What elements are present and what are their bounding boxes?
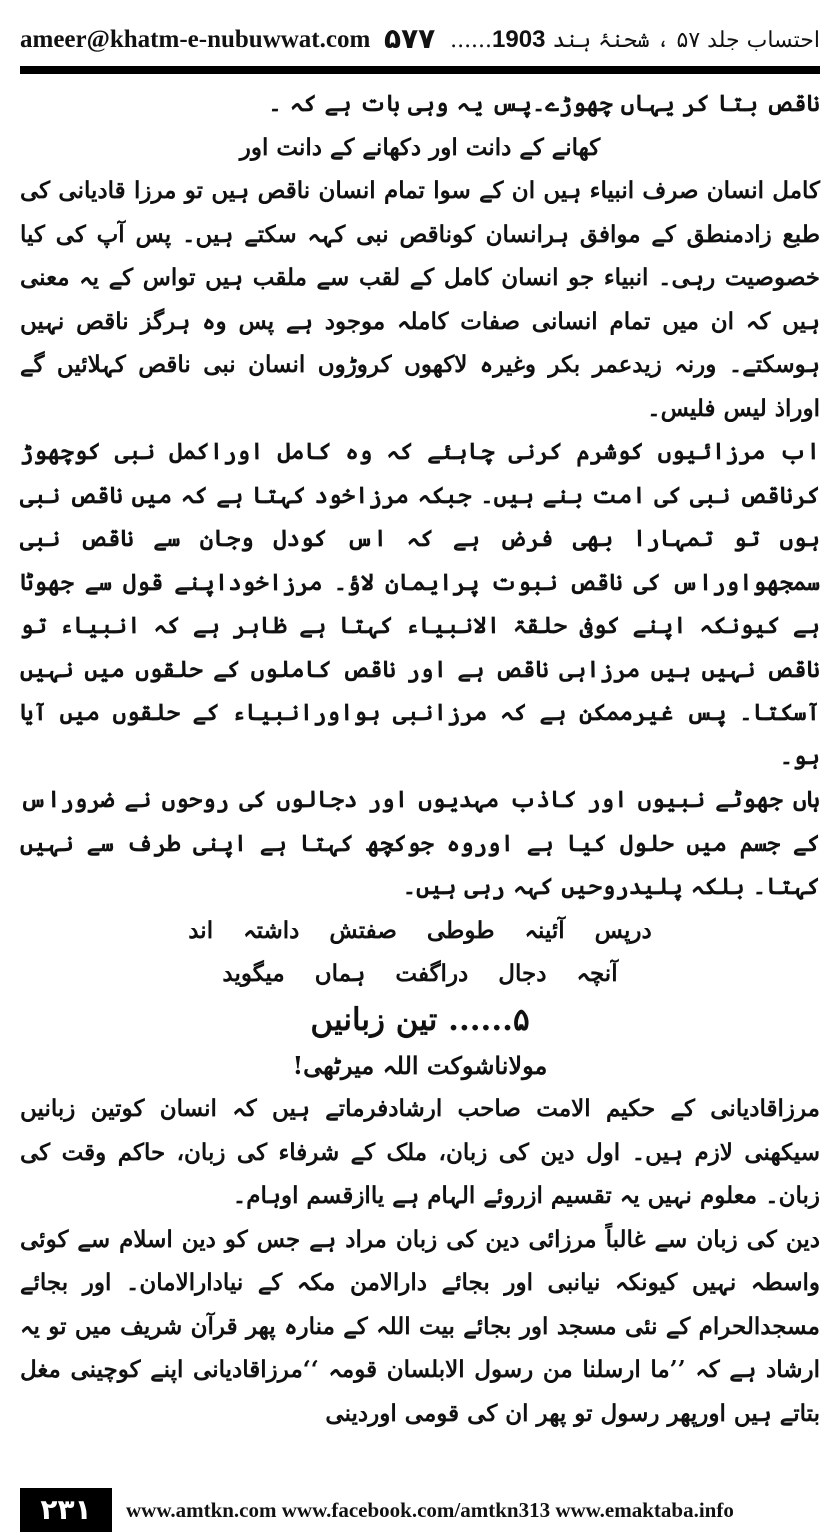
page-footer	[20, 1488, 820, 1532]
paragraph: دین کی زبان سے غالباً مرزائی دین کی زبان مراد ہے جس کو دین اسلام سے کوئی واسطہ نہیں کیونکہ نیانبی اور بجائے دارالامن مکہ کے نیادارالامان۔ اور بجائے مسجدالحرام کے نئی مسجد اور بجائے بیت اللہ کے منارہ پھر قرآن شریف میں تو یہ ارشاد ہے کہ ’’ما ارسلنا من رسول الابلسان قومہ ‘‘مرزاقادیانی اپنے کوچینی مغل بتاتے ہیں اورپھر رسول تو پھر ان کی قومی اوردینی	[20, 1225, 820, 1427]
header-email: ameer@khatm-e-nubuwwat.com	[20, 26, 371, 53]
page-header	[20, 18, 820, 58]
paragraph: ہاں جھوٹے نبیوں اور کاذب مہدیوں اور دجالوں کی روحوں نے ضروراس کے جسم میں حلول کیا ہے اوروہ جوکچھ کہتا ہے اپنی طرف سے نہیں کہتا۔ بلکہ پلیدروحیں کہہ رہی ہیں۔	[20, 786, 820, 900]
section-heading: ۵...... تین زبانیں	[310, 1001, 530, 1038]
section-author: مولاناشوکت اللہ میرٹھی!	[292, 1050, 548, 1080]
footer-links: www.amtkn.com www.facebook.com/amtkn313 www.emaktaba.info	[126, 1498, 734, 1522]
paragraph: اب مرزائیوں کوشرم کرنی چاہئے کہ وہ کامل اوراکمل نبی کوچھوڑ کرناقص نبی کی امت بنے ہیں۔ جبکہ مرزاخود کہتا ہے کہ میں ناقص نبی ہوں تو تمہارا بھی فرض ہے کہ اس کودل وجان سے ناقص نبی سمجھواوراس کی ناقص نبوت پرایمان لاؤ۔ مرزاخوداپنے قول سے جھوٹا ہے کیونکہ اپنے کوفی حلقۃ الانبیاء کہتا ہے ظاہر ہے کہ انبیاء تو ناقص نہیں ہیں مرزاہی ناقص ہے اور ناقص کاملوں کے حلقوں میں نہیں آسکتا۔ پس غیرممکن ہے کہ مرزانبی ہواورانبیاء کے حلقوں میں آیا ہو۔	[20, 438, 820, 770]
footer-page-number: ۲۳۱	[20, 1488, 112, 1532]
page-body	[20, 82, 820, 1435]
header-volume-title: احتساب جلد ۵۷ ، شحنۂ ہند	[552, 28, 820, 53]
header-dots: ......	[450, 28, 493, 53]
header-volume-info	[450, 26, 820, 54]
verse-line: درپس آئینہ طوطی صفتش داشتہ اند	[188, 916, 652, 944]
proverb-line: کھانے کے دانت اور دکھانے کے دانت اور	[239, 133, 601, 161]
paragraph: مرزاقادیانی کے حکیم الامت صاحب ارشادفرماتے ہیں کہ انسان کوتین زبانیں سیکھنی لازم ہیں۔ اول دین کی زبان، ملک کے شرفاء کی زبان، حاکم وقت کی زبان۔ معلوم نہیں یہ تقسیم ازروئے الہام ہے یاازقسم اوہام۔	[20, 1095, 820, 1209]
header-page-number: ۵۷۷	[384, 22, 436, 55]
paragraph: کامل انسان صرف انبیاء ہیں ان کے سوا تمام انسان ناقص ہیں تو مرزا قادیانی کی طبع زادمنطق کے موافق ہرانسان کوناقص نبی کہہ سکتے ہیں۔ پس آپ کی کیا خصوصیت رہی۔ انبیاء جو انسان کامل کے لقب سے ملقب ہیں تواس کے یہ معنی ہیں کہ ان میں تمام انسانی صفات کاملہ موجود ہے پس وہ ہرگز ناقص نہیں ہوسکتے۔ ورنہ زیدعمر بکر وغیرہ لاکھوں کروڑوں انسان نبی ناقص کہلائیں گے اوراذ لیس فلیس۔	[20, 177, 820, 422]
header-rule	[20, 66, 820, 74]
paragraph: ناقص بتا کر یہاں چھوڑے۔پس یہ وہی بات ہے کہ ۔	[268, 90, 820, 117]
verse-line: آنچہ دجال دراگفت ہماں میگوید	[222, 960, 618, 987]
header-year: 1903	[492, 26, 546, 53]
